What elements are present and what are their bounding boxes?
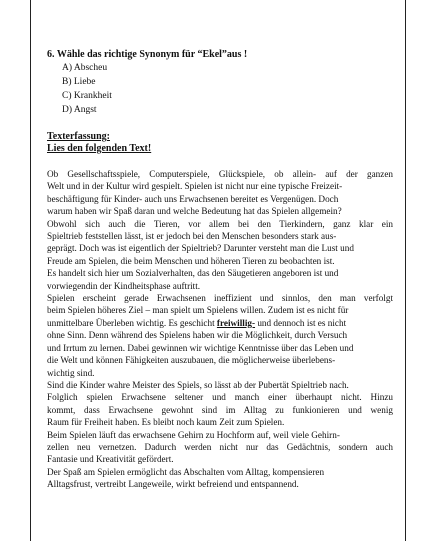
- section-heading: [47, 131, 393, 155]
- text-fragment: und dennoch ist es nicht: [255, 317, 347, 328]
- text-line: vorwiegendin der Kindheitsphase auftritt.: [47, 280, 201, 291]
- option-c: C) Krankheit: [62, 91, 112, 101]
- text-line: beim Spielen höheres Ziel – man spielt um Spielens willen. Zudem ist es nicht für: [47, 305, 349, 316]
- text-line: die Welt und können Fähigkeiten auszubauen, die möglicherweise überlebens-: [47, 355, 336, 366]
- text-line: Raum für Freiheit haben. Es bleibt noch kaum Zeit zum Spielen.: [47, 417, 285, 428]
- text-line: und Irrtum zu lernen. Dabei gewinnen wir wichtige Kenntnisse über das Leben und: [47, 342, 354, 353]
- text-fragment: unmittelbare Überleben wichtig. Es geschicht: [47, 317, 217, 328]
- text-line: Es handelt sich hier um Sozialverhalten, das den Säugetieren angeboren ist und: [47, 268, 339, 279]
- text-line: Obwohl sich auch die Tieren, vor allem bei den Tierkindern, ganz klar ein: [47, 218, 393, 229]
- page: [30, 0, 406, 541]
- option-a: A) Abscheu: [62, 63, 108, 73]
- text-line: Der Spaß am Spielen ermöglicht das Abschalten vom Alltag, kompensieren: [47, 466, 325, 477]
- text-line: beschäftigung für Kinder- auch uns Erwachsenen bereitet es Vergenügen. Doch: [47, 193, 339, 204]
- emphasized-word: freiwillig-: [216, 317, 256, 328]
- text-line: warum haben wir Spaß daran und welche Bedeutung hat das Spielen allgemein?: [47, 206, 342, 217]
- text-line: Fantasie und Kreativität gefördert.: [47, 454, 174, 465]
- text-line: Alltagsfrust, vertreibt Langeweile, wirkt befreiend und entspannend.: [47, 479, 299, 490]
- text-line: Spieltrieb feststellen lässt, ist er jedoch bei den Menschen besonders stark aus-: [47, 231, 337, 242]
- option-b: B) Liebe: [62, 77, 96, 87]
- text-line: wichtig sind.: [47, 367, 95, 378]
- option-d: D) Angst: [62, 105, 97, 115]
- text-line: zellen neu vernetzen. Dadurch werden nicht nur das Gedächtnis, sondern auch: [47, 441, 393, 452]
- text-line: Beim Spielen läuft das erwachsene Gehirn zu Hochform auf, weil viele Gehirn-: [47, 429, 340, 440]
- text-line: geprägt. Doch was ist eigentlich der Spieltrieb? Darunter versteht man die Lust und: [47, 243, 354, 254]
- text-line: ohne Sinn. Denn während des Spielens haben wir die Möglichkeit, durch Versuch: [47, 330, 348, 341]
- text-line: Welt und in der Kultur wird gespielt. Spielen ist nicht nur eine typische Freizeit-: [47, 181, 343, 192]
- text-line: Sind die Kinder wahre Meister des Spiels, so lässt ab der Pubertät Spieltrieb nach.: [47, 379, 349, 390]
- question-title: 6. Wähle das richtige Synonym für “Ekel”aus !: [47, 49, 248, 60]
- text-line: Freude am Spielen, die beim Menschen und höheren Tieren zu beobachten ist.: [47, 255, 335, 266]
- text-line-with-emphasis: [47, 317, 393, 329]
- reading-text: [47, 168, 393, 491]
- heading-instruction: Lies den folgenden Text!: [47, 143, 152, 154]
- document-content: [47, 48, 393, 491]
- text-line: Folglich spielen Erwachsene seltener und manch einer überhaupt nicht. Hinzu: [47, 392, 393, 403]
- text-line: kommt, dass Erwachsene gewohnt sind im Alltag zu funkionieren und wenig: [47, 404, 393, 415]
- heading-texterfassung: Texterfassung:: [47, 131, 110, 142]
- answer-options: [62, 61, 393, 117]
- text-line: Spielen erscheint gerade Erwachsenen ineffizient und sinnlos, den man verfolgt: [47, 293, 393, 304]
- text-line: Ob Gesellschaftsspiele, Computerspiele, Glückspiele, ob allein- auf der ganzen: [47, 169, 393, 179]
